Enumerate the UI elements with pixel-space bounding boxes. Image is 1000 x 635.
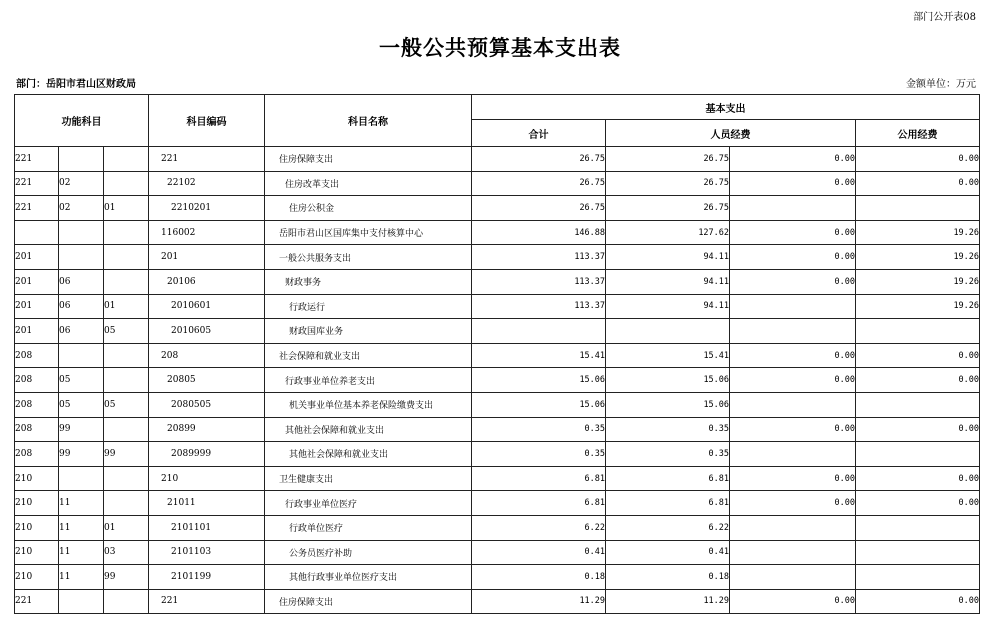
public-cell: 19.26 (856, 220, 980, 245)
personnel-cell: 26.75 (606, 171, 730, 196)
subject-code-cell: 221 (149, 589, 265, 614)
personnel-cell: 6.22 (606, 515, 730, 540)
personnel-sub-cell (730, 515, 856, 540)
func-class-cell: 221 (15, 196, 59, 221)
table-body (15, 147, 980, 614)
func-item-cell: 01 (104, 294, 149, 319)
subject-name-cell: 其他行政事业单位医疗支出 (265, 565, 472, 590)
personnel-cell: 15.06 (606, 368, 730, 393)
personnel-sub-cell: 0.00 (730, 269, 856, 294)
func-section-cell: 02 (59, 196, 104, 221)
func-class-cell: 201 (15, 294, 59, 319)
subject-name-cell: 公务员医疗补助 (265, 540, 472, 565)
func-section-cell: 99 (59, 442, 104, 467)
personnel-cell (606, 319, 730, 344)
subject-name-cell: 岳阳市君山区国库集中支付核算中心 (265, 220, 472, 245)
table-row (15, 392, 980, 417)
table-row (15, 147, 980, 172)
func-class-cell: 221 (15, 589, 59, 614)
func-section-cell (59, 147, 104, 172)
public-cell: 0.00 (856, 466, 980, 491)
subject-name-cell: 财政事务 (265, 269, 472, 294)
total-cell: 113.37 (472, 245, 606, 270)
subject-name-cell: 行政事业单位医疗 (265, 491, 472, 516)
table-row (15, 269, 980, 294)
func-class-cell: 201 (15, 269, 59, 294)
personnel-sub-cell: 0.00 (730, 491, 856, 516)
personnel-cell: 0.41 (606, 540, 730, 565)
total-cell: 0.35 (472, 442, 606, 467)
subject-code-header: 科目编码 (149, 95, 265, 147)
func-item-cell (104, 269, 149, 294)
func-section-cell: 06 (59, 269, 104, 294)
func-section-cell: 11 (59, 515, 104, 540)
func-item-cell (104, 368, 149, 393)
func-item-cell (104, 491, 149, 516)
subject-name-cell: 住房公积金 (265, 196, 472, 221)
func-section-cell (59, 343, 104, 368)
table-row (15, 442, 980, 467)
subject-code-cell: 208 (149, 343, 265, 368)
subject-name-cell: 行政事业单位养老支出 (265, 368, 472, 393)
personnel-sub-cell (730, 540, 856, 565)
form-number: 部门公开表08 (913, 12, 976, 23)
func-class-cell: 208 (15, 368, 59, 393)
table-row (15, 319, 980, 344)
unit-label: 金额单位：万元 (906, 79, 976, 90)
subject-code-cell: 2080505 (149, 392, 265, 417)
func-class-cell: 221 (15, 147, 59, 172)
table-row (15, 491, 980, 516)
public-cell: 0.00 (856, 171, 980, 196)
public-cell: 0.00 (856, 368, 980, 393)
func-section-cell: 06 (59, 294, 104, 319)
public-cell (856, 392, 980, 417)
subject-code-cell: 2101101 (149, 515, 265, 540)
subject-name-cell: 住房改革支出 (265, 171, 472, 196)
func-item-cell (104, 171, 149, 196)
public-cell (856, 442, 980, 467)
func-item-cell (104, 466, 149, 491)
func-class-cell: 221 (15, 171, 59, 196)
subject-name-cell: 机关事业单位基本养老保险缴费支出 (265, 392, 472, 417)
func-section-cell: 06 (59, 319, 104, 344)
subject-name-cell: 其他社会保障和就业支出 (265, 442, 472, 467)
page-title: 一般公共预算基本支出表 (379, 35, 621, 60)
total-cell: 11.29 (472, 589, 606, 614)
func-item-cell (104, 343, 149, 368)
func-item-cell: 01 (104, 196, 149, 221)
personnel-header: 人员经费 (606, 120, 856, 147)
header-row-1 (15, 95, 980, 120)
personnel-sub-cell: 0.00 (730, 245, 856, 270)
personnel-sub-cell: 0.00 (730, 466, 856, 491)
public-cell: 0.00 (856, 147, 980, 172)
total-cell: 113.37 (472, 294, 606, 319)
personnel-sub-cell (730, 196, 856, 221)
table-row (15, 245, 980, 270)
total-cell (472, 319, 606, 344)
func-section-cell (59, 245, 104, 270)
func-section-cell (59, 220, 104, 245)
total-cell: 113.37 (472, 269, 606, 294)
func-item-cell: 01 (104, 515, 149, 540)
subject-code-cell: 116002 (149, 220, 265, 245)
subject-name-cell: 行政单位医疗 (265, 515, 472, 540)
subject-name-cell: 住房保障支出 (265, 147, 472, 172)
subject-code-cell: 21011 (149, 491, 265, 516)
total-cell: 6.22 (472, 515, 606, 540)
table-row (15, 515, 980, 540)
personnel-cell: 26.75 (606, 196, 730, 221)
public-cell (856, 515, 980, 540)
table-row (15, 196, 980, 221)
personnel-sub-cell: 0.00 (730, 343, 856, 368)
total-header: 合计 (472, 120, 606, 147)
total-cell: 6.81 (472, 491, 606, 516)
subject-name-cell: 财政国库业务 (265, 319, 472, 344)
func-class-cell: 210 (15, 466, 59, 491)
personnel-sub-cell (730, 565, 856, 590)
func-class-cell: 208 (15, 343, 59, 368)
subject-name-cell: 住房保障支出 (265, 589, 472, 614)
public-cell: 0.00 (856, 417, 980, 442)
personnel-sub-cell: 0.00 (730, 220, 856, 245)
public-cell: 19.26 (856, 294, 980, 319)
func-class-cell: 208 (15, 417, 59, 442)
public-cell: 19.26 (856, 245, 980, 270)
func-section-cell (59, 589, 104, 614)
table-row (15, 466, 980, 491)
public-cell: 0.00 (856, 491, 980, 516)
subject-name-cell: 卫生健康支出 (265, 466, 472, 491)
public-cell (856, 565, 980, 590)
personnel-sub-cell (730, 392, 856, 417)
subject-name-cell: 一般公共服务支出 (265, 245, 472, 270)
total-cell: 6.81 (472, 466, 606, 491)
table-row (15, 294, 980, 319)
personnel-cell: 94.11 (606, 269, 730, 294)
func-section-cell: 05 (59, 392, 104, 417)
subject-code-cell: 22102 (149, 171, 265, 196)
func-item-cell (104, 417, 149, 442)
personnel-cell: 94.11 (606, 294, 730, 319)
subject-code-cell: 20899 (149, 417, 265, 442)
personnel-sub-cell: 0.00 (730, 171, 856, 196)
func-item-cell (104, 147, 149, 172)
func-class-cell: 208 (15, 442, 59, 467)
func-class-cell (15, 220, 59, 245)
subject-code-cell: 20805 (149, 368, 265, 393)
total-cell: 26.75 (472, 171, 606, 196)
func-section-cell: 11 (59, 565, 104, 590)
personnel-sub-cell (730, 319, 856, 344)
subject-name-header: 科目名称 (265, 95, 472, 147)
subject-code-cell: 20106 (149, 269, 265, 294)
total-cell: 0.41 (472, 540, 606, 565)
func-section-cell: 11 (59, 491, 104, 516)
table-row (15, 417, 980, 442)
personnel-cell: 94.11 (606, 245, 730, 270)
public-header: 公用经费 (856, 120, 980, 147)
func-class-cell: 201 (15, 245, 59, 270)
personnel-cell: 127.62 (606, 220, 730, 245)
subject-code-cell: 2101103 (149, 540, 265, 565)
func-item-cell: 05 (104, 319, 149, 344)
subject-name-cell: 其他社会保障和就业支出 (265, 417, 472, 442)
total-cell: 0.18 (472, 565, 606, 590)
func-item-cell (104, 245, 149, 270)
table-row (15, 565, 980, 590)
personnel-cell: 0.18 (606, 565, 730, 590)
func-class-cell: 210 (15, 491, 59, 516)
table-row (15, 220, 980, 245)
func-subject-header: 功能科目 (15, 95, 149, 147)
personnel-cell: 15.41 (606, 343, 730, 368)
public-cell (856, 319, 980, 344)
total-cell: 146.88 (472, 220, 606, 245)
personnel-cell: 0.35 (606, 442, 730, 467)
total-cell: 26.75 (472, 147, 606, 172)
func-class-cell: 201 (15, 319, 59, 344)
total-cell: 15.06 (472, 392, 606, 417)
func-section-cell: 99 (59, 417, 104, 442)
personnel-sub-cell: 0.00 (730, 368, 856, 393)
subject-code-cell: 2010605 (149, 319, 265, 344)
total-cell: 26.75 (472, 196, 606, 221)
func-item-cell (104, 220, 149, 245)
total-cell: 15.41 (472, 343, 606, 368)
func-class-cell: 210 (15, 540, 59, 565)
public-cell: 19.26 (856, 269, 980, 294)
personnel-sub-cell (730, 294, 856, 319)
subject-code-cell: 210 (149, 466, 265, 491)
personnel-cell: 26.75 (606, 147, 730, 172)
personnel-sub-cell: 0.00 (730, 417, 856, 442)
table-row (15, 540, 980, 565)
total-cell: 0.35 (472, 417, 606, 442)
func-item-cell (104, 589, 149, 614)
public-cell (856, 540, 980, 565)
total-cell: 15.06 (472, 368, 606, 393)
func-item-cell: 05 (104, 392, 149, 417)
budget-table (14, 94, 980, 614)
personnel-sub-cell: 0.00 (730, 589, 856, 614)
func-item-cell: 03 (104, 540, 149, 565)
personnel-cell: 6.81 (606, 491, 730, 516)
basic-expense-header: 基本支出 (472, 95, 980, 120)
func-class-cell: 208 (15, 392, 59, 417)
subject-name-cell: 社会保障和就业支出 (265, 343, 472, 368)
personnel-cell: 6.81 (606, 466, 730, 491)
func-section-cell: 11 (59, 540, 104, 565)
table-row (15, 368, 980, 393)
func-item-cell: 99 (104, 442, 149, 467)
func-class-cell: 210 (15, 515, 59, 540)
personnel-cell: 15.06 (606, 392, 730, 417)
subject-code-cell: 2010601 (149, 294, 265, 319)
public-cell (856, 196, 980, 221)
personnel-sub-cell (730, 442, 856, 467)
personnel-cell: 0.35 (606, 417, 730, 442)
func-section-cell: 05 (59, 368, 104, 393)
table-row (15, 589, 980, 614)
subject-name-cell: 行政运行 (265, 294, 472, 319)
func-section-cell (59, 466, 104, 491)
table-row (15, 343, 980, 368)
func-section-cell: 02 (59, 171, 104, 196)
subject-code-cell: 221 (149, 147, 265, 172)
public-cell: 0.00 (856, 589, 980, 614)
func-class-cell: 210 (15, 565, 59, 590)
subject-code-cell: 2089999 (149, 442, 265, 467)
personnel-cell: 11.29 (606, 589, 730, 614)
personnel-sub-cell: 0.00 (730, 147, 856, 172)
table-row (15, 171, 980, 196)
department-label: 部门：岳阳市君山区财政局 (16, 79, 136, 90)
subject-code-cell: 2210201 (149, 196, 265, 221)
public-cell: 0.00 (856, 343, 980, 368)
func-item-cell: 99 (104, 565, 149, 590)
subject-code-cell: 2101199 (149, 565, 265, 590)
subject-code-cell: 201 (149, 245, 265, 270)
